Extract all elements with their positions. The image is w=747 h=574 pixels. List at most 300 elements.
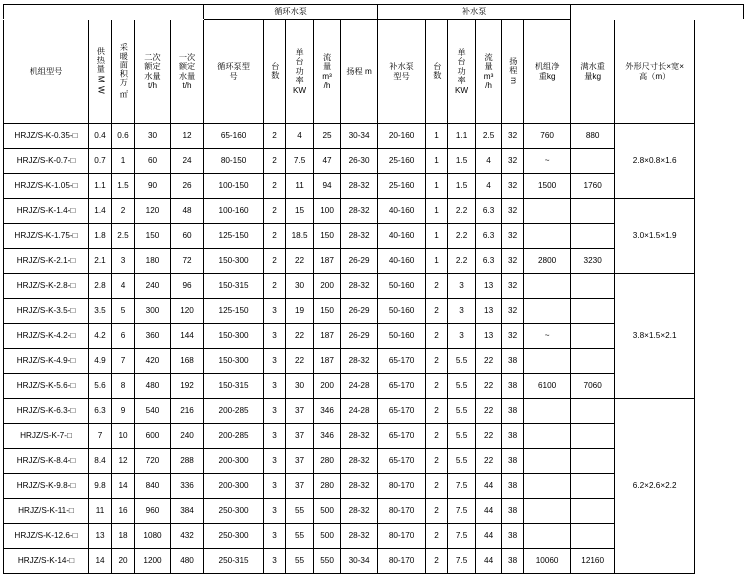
cell-makeup-count: 2	[426, 549, 448, 574]
header-model: 机组型号	[4, 20, 89, 124]
cell-full-weight: 1760	[571, 174, 615, 199]
cell-model: HRJZ/S-K-2.8-□	[4, 274, 89, 299]
cell-pri: 144	[171, 324, 204, 349]
cell-circ-flow: 200	[314, 274, 341, 299]
cell-makeup-head: 32	[502, 249, 524, 274]
cell-net-weight	[524, 224, 571, 249]
cell-makeup-power: 5.5	[448, 349, 476, 374]
cell-circ-count: 3	[264, 424, 286, 449]
cell-makeup-power: 1.5	[448, 149, 476, 174]
cell-circ-flow: 187	[314, 249, 341, 274]
group-makeup-pump: 补水泵	[378, 5, 571, 20]
cell-sec: 600	[135, 424, 171, 449]
table-body	[4, 124, 744, 574]
cell-area: 1.5	[112, 174, 135, 199]
cell-circ-count: 3	[264, 449, 286, 474]
cell-circ-power: 11	[286, 174, 314, 199]
cell-circ-head: 26-29	[341, 324, 378, 349]
cell-heat: 6.3	[89, 399, 112, 424]
cell-makeup-model: 50-160	[378, 299, 426, 324]
group-header-row	[4, 5, 744, 20]
cell-makeup-flow: 22	[476, 424, 502, 449]
cell-area: 5	[112, 299, 135, 324]
group-blank-right	[571, 5, 744, 20]
cell-makeup-model: 25-160	[378, 174, 426, 199]
cell-makeup-count: 1	[426, 124, 448, 149]
cell-area: 20	[112, 549, 135, 574]
cell-makeup-flow: 4	[476, 149, 502, 174]
cell-circ-count: 3	[264, 474, 286, 499]
cell-makeup-model: 40-160	[378, 249, 426, 274]
cell-heat: 13	[89, 524, 112, 549]
cell-circ-head: 28-32	[341, 449, 378, 474]
cell-area: 4	[112, 274, 135, 299]
cell-makeup-head: 38	[502, 424, 524, 449]
table-row	[4, 199, 744, 224]
cell-area: 1	[112, 149, 135, 174]
cell-heat: 9.8	[89, 474, 112, 499]
cell-makeup-model: 65-170	[378, 399, 426, 424]
cell-makeup-model: 65-170	[378, 374, 426, 399]
cell-makeup-flow: 22	[476, 349, 502, 374]
cell-pri: 432	[171, 524, 204, 549]
cell-circ-flow: 25	[314, 124, 341, 149]
cell-circ-flow: 346	[314, 399, 341, 424]
cell-full-weight	[571, 324, 615, 349]
cell-model: HRJZ/S-K-8.4-□	[4, 449, 89, 474]
cell-area: 16	[112, 499, 135, 524]
cell-circ-flow: 280	[314, 474, 341, 499]
cell-circ-model: 150-315	[204, 374, 264, 399]
cell-heat: 0.7	[89, 149, 112, 174]
cell-heat: 14	[89, 549, 112, 574]
cell-circ-count: 3	[264, 524, 286, 549]
group-circulating-pump: 循环水泵	[204, 5, 378, 20]
cell-circ-flow: 550	[314, 549, 341, 574]
cell-net-weight: 1500	[524, 174, 571, 199]
cell-net-weight: ~	[524, 149, 571, 174]
cell-circ-count: 2	[264, 174, 286, 199]
cell-circ-power: 4	[286, 124, 314, 149]
cell-makeup-power: 7.5	[448, 549, 476, 574]
cell-circ-count: 3	[264, 299, 286, 324]
cell-area: 12	[112, 449, 135, 474]
cell-circ-flow: 187	[314, 324, 341, 349]
cell-model: HRJZ/S-K-0.35-□	[4, 124, 89, 149]
cell-circ-power: 37	[286, 449, 314, 474]
cell-area: 0.6	[112, 124, 135, 149]
cell-circ-head: 30-34	[341, 124, 378, 149]
cell-full-weight	[571, 224, 615, 249]
cell-net-weight	[524, 449, 571, 474]
cell-net-weight	[524, 399, 571, 424]
cell-full-weight: 12160	[571, 549, 615, 574]
cell-model: HRJZ/S-K-1.75-□	[4, 224, 89, 249]
cell-circ-count: 2	[264, 199, 286, 224]
cell-makeup-power: 7.5	[448, 524, 476, 549]
table-row	[4, 274, 744, 299]
cell-circ-count: 3	[264, 324, 286, 349]
cell-makeup-power: 5.5	[448, 424, 476, 449]
cell-sec: 360	[135, 324, 171, 349]
cell-sec: 300	[135, 299, 171, 324]
cell-makeup-model: 65-170	[378, 449, 426, 474]
cell-model: HRJZ/S-K-14-□	[4, 549, 89, 574]
cell-pri: 192	[171, 374, 204, 399]
cell-heat: 4.9	[89, 349, 112, 374]
cell-circ-head: 28-32	[341, 499, 378, 524]
cell-makeup-head: 38	[502, 374, 524, 399]
cell-makeup-head: 32	[502, 224, 524, 249]
header-makeup-pump-count: 台数	[426, 20, 448, 124]
cell-model: HRJZ/S-K-2.1-□	[4, 249, 89, 274]
cell-area: 18	[112, 524, 135, 549]
cell-pri: 288	[171, 449, 204, 474]
cell-circ-power: 55	[286, 524, 314, 549]
cell-area: 6	[112, 324, 135, 349]
cell-heat: 2.1	[89, 249, 112, 274]
cell-heat: 7	[89, 424, 112, 449]
cell-circ-flow: 200	[314, 374, 341, 399]
cell-circ-head: 28-32	[341, 199, 378, 224]
cell-circ-model: 150-300	[204, 349, 264, 374]
cell-circ-head: 28-32	[341, 424, 378, 449]
cell-makeup-count: 2	[426, 299, 448, 324]
cell-circ-head: 28-32	[341, 474, 378, 499]
cell-pri: 96	[171, 274, 204, 299]
cell-heat: 4.2	[89, 324, 112, 349]
cell-sec: 1080	[135, 524, 171, 549]
cell-makeup-flow: 44	[476, 524, 502, 549]
cell-makeup-power: 7.5	[448, 474, 476, 499]
cell-makeup-count: 2	[426, 274, 448, 299]
cell-makeup-flow: 44	[476, 474, 502, 499]
cell-circ-flow: 94	[314, 174, 341, 199]
cell-dimensions: 6.2×2.6×2.2	[615, 399, 695, 574]
cell-makeup-head: 38	[502, 524, 524, 549]
cell-pri: 168	[171, 349, 204, 374]
cell-circ-power: 30	[286, 374, 314, 399]
header-makeup-pump-power: 单 台 功 率 KW	[448, 20, 476, 124]
cell-circ-power: 30	[286, 274, 314, 299]
cell-makeup-power: 5.5	[448, 449, 476, 474]
cell-sec: 840	[135, 474, 171, 499]
cell-makeup-power: 3	[448, 274, 476, 299]
cell-makeup-flow: 13	[476, 324, 502, 349]
cell-circ-model: 200-285	[204, 399, 264, 424]
cell-makeup-head: 32	[502, 124, 524, 149]
header-makeup-pump-head: 扬程 m	[502, 20, 524, 124]
cell-circ-flow: 500	[314, 524, 341, 549]
cell-net-weight	[524, 274, 571, 299]
header-unit-net-weight: 机组净 重kg	[524, 20, 571, 124]
cell-circ-model: 250-300	[204, 499, 264, 524]
cell-pri: 216	[171, 399, 204, 424]
cell-circ-model: 80-150	[204, 149, 264, 174]
cell-makeup-flow: 6.3	[476, 199, 502, 224]
header-heating-area: 采暖面积万 ㎡	[112, 20, 135, 124]
cell-makeup-count: 2	[426, 524, 448, 549]
cell-pri: 336	[171, 474, 204, 499]
cell-model: HRJZ/S-K-9.8-□	[4, 474, 89, 499]
table-row	[4, 399, 744, 424]
cell-circ-model: 200-300	[204, 474, 264, 499]
cell-pri: 72	[171, 249, 204, 274]
cell-makeup-flow: 6.3	[476, 249, 502, 274]
cell-sec: 60	[135, 149, 171, 174]
cell-circ-model: 100-150	[204, 174, 264, 199]
cell-circ-model: 150-300	[204, 324, 264, 349]
cell-makeup-power: 7.5	[448, 499, 476, 524]
cell-makeup-power: 2.2	[448, 249, 476, 274]
cell-circ-count: 3	[264, 399, 286, 424]
cell-circ-power: 37	[286, 474, 314, 499]
cell-pri: 240	[171, 424, 204, 449]
cell-circ-flow: 346	[314, 424, 341, 449]
cell-circ-power: 22	[286, 249, 314, 274]
cell-makeup-model: 65-170	[378, 424, 426, 449]
cell-dimensions: 3.0×1.5×1.9	[615, 199, 695, 274]
cell-makeup-flow: 22	[476, 374, 502, 399]
cell-heat: 1.1	[89, 174, 112, 199]
cell-circ-power: 18.5	[286, 224, 314, 249]
cell-makeup-head: 32	[502, 324, 524, 349]
cell-makeup-model: 80-170	[378, 499, 426, 524]
cell-circ-flow: 47	[314, 149, 341, 174]
cell-sec: 180	[135, 249, 171, 274]
cell-makeup-power: 2.2	[448, 224, 476, 249]
cell-full-weight	[571, 474, 615, 499]
cell-full-weight	[571, 424, 615, 449]
cell-makeup-flow: 44	[476, 499, 502, 524]
cell-heat: 8.4	[89, 449, 112, 474]
cell-model: HRJZ/S-K-4.9-□	[4, 349, 89, 374]
cell-heat: 1.8	[89, 224, 112, 249]
cell-makeup-head: 38	[502, 549, 524, 574]
cell-circ-count: 2	[264, 124, 286, 149]
header-circ-pump-count: 台数	[264, 20, 286, 124]
cell-full-weight: 880	[571, 124, 615, 149]
cell-full-weight	[571, 449, 615, 474]
cell-makeup-count: 2	[426, 349, 448, 374]
cell-sec: 420	[135, 349, 171, 374]
cell-sec: 240	[135, 274, 171, 299]
cell-makeup-flow: 22	[476, 449, 502, 474]
cell-model: HRJZ/S-K-0.7-□	[4, 149, 89, 174]
cell-circ-power: 22	[286, 324, 314, 349]
cell-area: 2.5	[112, 224, 135, 249]
cell-circ-model: 250-315	[204, 549, 264, 574]
cell-circ-power: 19	[286, 299, 314, 324]
cell-makeup-count: 2	[426, 374, 448, 399]
cell-circ-model: 250-300	[204, 524, 264, 549]
cell-model: HRJZ/S-K-12.6-□	[4, 524, 89, 549]
cell-heat: 1.4	[89, 199, 112, 224]
cell-circ-model: 200-300	[204, 449, 264, 474]
cell-net-weight: 6100	[524, 374, 571, 399]
cell-circ-head: 30-34	[341, 549, 378, 574]
cell-full-weight	[571, 349, 615, 374]
cell-circ-flow: 100	[314, 199, 341, 224]
header-makeup-pump-model: 补水泵 型号	[378, 20, 426, 124]
column-header-row	[4, 20, 744, 124]
cell-model: HRJZ/S-K-1.05-□	[4, 174, 89, 199]
cell-makeup-flow: 13	[476, 274, 502, 299]
cell-makeup-model: 20-160	[378, 124, 426, 149]
cell-model: HRJZ/S-K-7-□	[4, 424, 89, 449]
table-row	[4, 124, 744, 149]
header-circ-pump-model: 循环泵型 号	[204, 20, 264, 124]
cell-makeup-power: 5.5	[448, 399, 476, 424]
cell-circ-flow: 187	[314, 349, 341, 374]
cell-makeup-flow: 13	[476, 299, 502, 324]
cell-model: HRJZ/S-K-5.6-□	[4, 374, 89, 399]
cell-circ-count: 2	[264, 249, 286, 274]
cell-pri: 48	[171, 199, 204, 224]
cell-model: HRJZ/S-K-11-□	[4, 499, 89, 524]
cell-makeup-model: 40-160	[378, 224, 426, 249]
cell-pri: 12	[171, 124, 204, 149]
cell-pri: 26	[171, 174, 204, 199]
cell-net-weight: 760	[524, 124, 571, 149]
cell-makeup-head: 38	[502, 449, 524, 474]
cell-circ-power: 55	[286, 549, 314, 574]
cell-heat: 0.4	[89, 124, 112, 149]
cell-circ-head: 28-32	[341, 274, 378, 299]
cell-full-weight	[571, 524, 615, 549]
cell-circ-head: 28-32	[341, 174, 378, 199]
cell-full-weight	[571, 399, 615, 424]
cell-circ-count: 2	[264, 224, 286, 249]
cell-circ-count: 3	[264, 549, 286, 574]
cell-circ-head: 28-32	[341, 524, 378, 549]
cell-makeup-head: 32	[502, 199, 524, 224]
cell-area: 9	[112, 399, 135, 424]
cell-makeup-head: 38	[502, 499, 524, 524]
cell-makeup-head: 32	[502, 174, 524, 199]
cell-circ-head: 26-30	[341, 149, 378, 174]
cell-circ-model: 150-300	[204, 249, 264, 274]
cell-makeup-count: 1	[426, 174, 448, 199]
cell-makeup-head: 32	[502, 274, 524, 299]
cell-model: HRJZ/S-K-3.5-□	[4, 299, 89, 324]
cell-makeup-head: 32	[502, 149, 524, 174]
cell-makeup-flow: 22	[476, 399, 502, 424]
cell-circ-count: 3	[264, 349, 286, 374]
cell-makeup-flow: 4	[476, 174, 502, 199]
cell-makeup-count: 2	[426, 424, 448, 449]
header-full-water-weight: 满水重 量kg	[571, 20, 615, 124]
cell-circ-model: 65-160	[204, 124, 264, 149]
cell-circ-count: 3	[264, 374, 286, 399]
cell-area: 7	[112, 349, 135, 374]
cell-makeup-model: 80-170	[378, 549, 426, 574]
cell-makeup-count: 2	[426, 474, 448, 499]
cell-full-weight	[571, 274, 615, 299]
cell-pri: 384	[171, 499, 204, 524]
cell-model: HRJZ/S-K-4.2-□	[4, 324, 89, 349]
cell-makeup-count: 1	[426, 224, 448, 249]
cell-net-weight	[524, 199, 571, 224]
cell-pri: 24	[171, 149, 204, 174]
cell-circ-head: 24-28	[341, 374, 378, 399]
cell-sec: 150	[135, 224, 171, 249]
cell-pri: 120	[171, 299, 204, 324]
cell-makeup-count: 2	[426, 499, 448, 524]
cell-sec: 960	[135, 499, 171, 524]
cell-circ-head: 26-29	[341, 299, 378, 324]
cell-circ-head: 28-32	[341, 349, 378, 374]
header-primary-rated-flow: 一次 额定 水量 t/h	[171, 20, 204, 124]
cell-makeup-model: 80-170	[378, 524, 426, 549]
cell-makeup-count: 1	[426, 249, 448, 274]
cell-makeup-flow: 6.3	[476, 224, 502, 249]
cell-full-weight: 3230	[571, 249, 615, 274]
cell-full-weight	[571, 149, 615, 174]
cell-heat: 5.6	[89, 374, 112, 399]
cell-makeup-model: 25-160	[378, 149, 426, 174]
cell-makeup-power: 1.5	[448, 174, 476, 199]
cell-pri: 60	[171, 224, 204, 249]
cell-circ-head: 26-29	[341, 249, 378, 274]
cell-sec: 90	[135, 174, 171, 199]
cell-makeup-head: 38	[502, 474, 524, 499]
cell-full-weight: 7060	[571, 374, 615, 399]
cell-area: 10	[112, 424, 135, 449]
cell-circ-power: 37	[286, 424, 314, 449]
cell-full-weight	[571, 299, 615, 324]
cell-dimensions: 2.8×0.8×1.6	[615, 124, 695, 199]
cell-full-weight	[571, 199, 615, 224]
cell-makeup-flow: 44	[476, 549, 502, 574]
cell-area: 2	[112, 199, 135, 224]
cell-makeup-model: 40-160	[378, 199, 426, 224]
group-blank-left	[4, 5, 204, 20]
cell-circ-count: 2	[264, 149, 286, 174]
cell-circ-model: 100-160	[204, 199, 264, 224]
cell-heat: 2.8	[89, 274, 112, 299]
cell-dimensions: 3.8×1.5×2.1	[615, 274, 695, 399]
cell-circ-power: 37	[286, 399, 314, 424]
cell-makeup-head: 38	[502, 399, 524, 424]
cell-area: 14	[112, 474, 135, 499]
cell-sec: 120	[135, 199, 171, 224]
cell-makeup-model: 80-170	[378, 474, 426, 499]
cell-net-weight: 2800	[524, 249, 571, 274]
header-overall-dimensions: 外形尺寸长×宽× 高（m）	[615, 20, 695, 124]
cell-makeup-flow: 2.5	[476, 124, 502, 149]
cell-net-weight	[524, 524, 571, 549]
cell-circ-flow: 280	[314, 449, 341, 474]
cell-circ-model: 125-150	[204, 299, 264, 324]
header-circ-pump-power: 单 台 功 率 KW	[286, 20, 314, 124]
header-circ-pump-flow: 流 量 m³ /h	[314, 20, 341, 124]
cell-circ-count: 3	[264, 499, 286, 524]
cell-net-weight	[524, 299, 571, 324]
cell-makeup-power: 2.2	[448, 199, 476, 224]
cell-circ-head: 28-32	[341, 224, 378, 249]
cell-sec: 540	[135, 399, 171, 424]
header-makeup-pump-flow: 流 量 m³ /h	[476, 20, 502, 124]
cell-makeup-power: 3	[448, 299, 476, 324]
cell-sec: 30	[135, 124, 171, 149]
cell-makeup-power: 5.5	[448, 374, 476, 399]
cell-net-weight	[524, 349, 571, 374]
cell-circ-flow: 500	[314, 499, 341, 524]
cell-makeup-power: 1.1	[448, 124, 476, 149]
cell-net-weight: 10060	[524, 549, 571, 574]
cell-makeup-count: 2	[426, 324, 448, 349]
